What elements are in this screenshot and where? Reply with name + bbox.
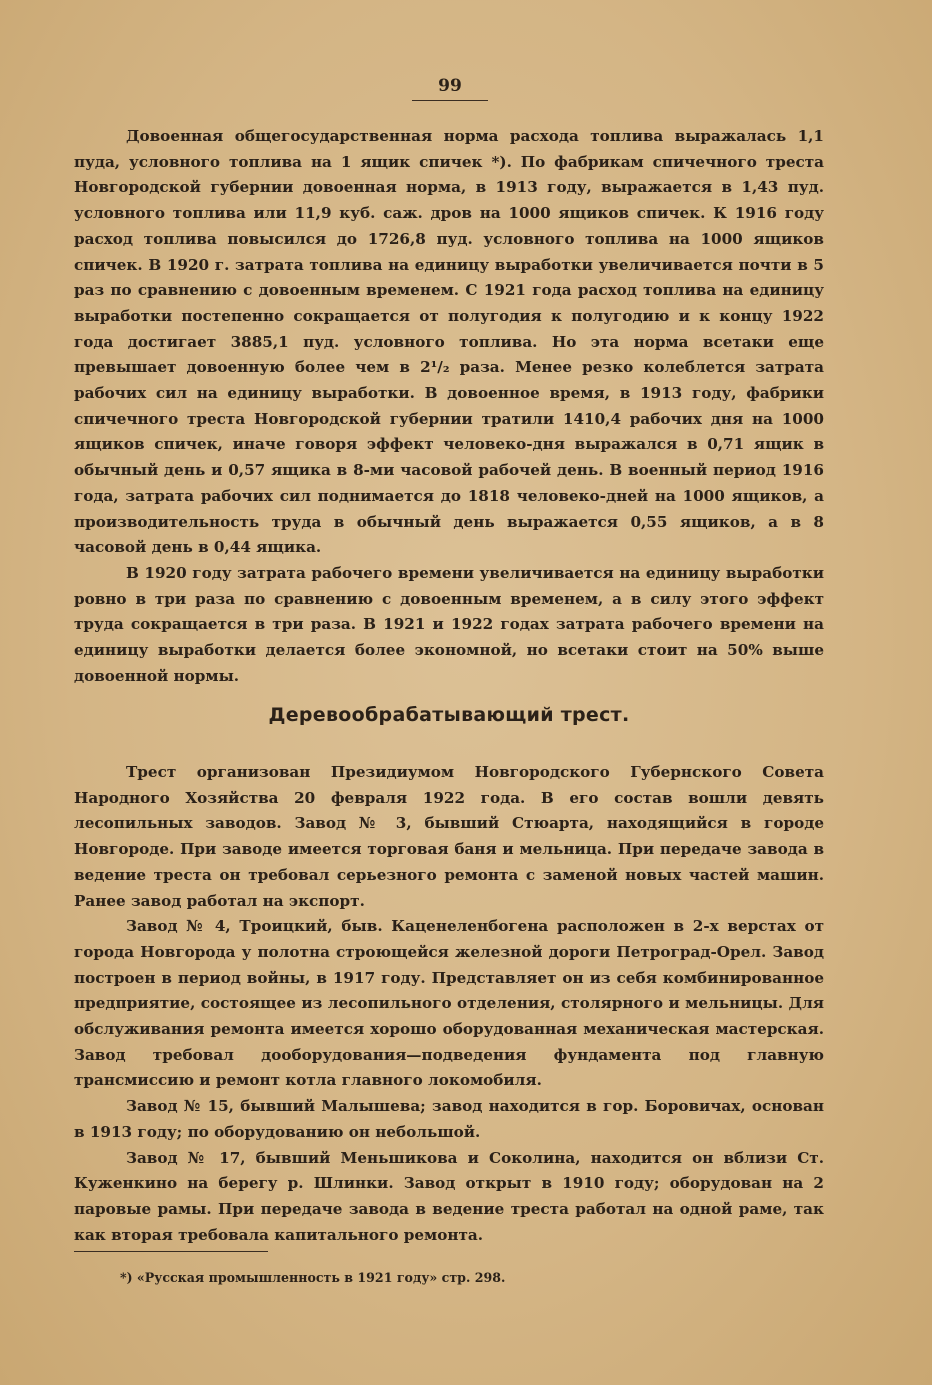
paragraph: Довоенная общегосударственная норма расхода топлива выражалась 1,1 пуда, условного топлива на 1 ящик спичек *). По фабрикам спичечного треста Новгородской губернии довоенная норма, в 1913 году, выражается в 1,43 пуд. условного топлива или 11,9 куб. саж. дров на 1000 ящиков спичек. К 1916 году расход топлива повысился до 1726,8 пуд. условного топлива на 1000 ящиков спичек. В 1920 г. затрата топлива на единицу выработки увеличивается почти в 5 раз по сравнению с довоенным временем. С 1921 года расход топлива на единицу выработки постепенно сокращается от полугодия к полугодию и к концу 1922 года достигает 3885,1 пуд. условного топлива. Но эта норма всетаки еще превышает довоенную более чем в 2¹/₂ раза. Менее резко колеблется затрата рабочих сил на единицу выработки. В довоенное время, в 1913 году, фабрики спичечного треста Новгородской губернии тратили 1410,4 рабочих дня на 1000 ящиков спичек, иначе говоря эффект человеко-дня выражался в 0,71 ящик в обычный день и 0,57 ящика в 8-ми часовой рабочей день. В военный период 1916 года, затрата рабочих сил поднимается до 1818 человеко-дней на 1000 ящиков, а производительность труда в обычный день выражается 0,55 ящиков, а в 8 часовой день в 0,44 ящика. bbox=[74, 127, 824, 557]
paragraph: Завод № 15, бывший Малышева; завод находится в гор. Боровичах, основан в 1913 году; по оборудованию он небольшой. bbox=[74, 1097, 824, 1141]
paragraph: Завод № 17, бывший Меньшикова и Соколина, находится он вблизи Ст. Куженкино на берегу р. Шлинки. Завод открыт в 1910 году; оборудован на 2 паровые рамы. При передаче завода в ведение треста работал на одной раме, так как вторая требовала капитального ремонта. bbox=[74, 1148, 824, 1244]
paragraph: Завод № 4, Троицкий, быв. Каценеленбогена расположен в 2-х верстах от города Новгорода у полотна строющейся железной дороги Петроград-Орел. Завод построен в период войны, в 1917 году. Представляет он из себя комбинированное предприятие, состоящее из лесопильного отделения, столярного и мельницы. Для обслуживания ремонта имеется хорошо оборудованная механическая мастерская. Завод требовал дооборудования—подведения фундамента под главную трансмиссию и ремонт котла главного локомобиля. bbox=[74, 917, 824, 1090]
footnote-divider bbox=[74, 1251, 268, 1252]
paragraph: Трест организован Президиумом Новгородского Губернского Совета Народного Хозяйства 20 февраля 1922 года. В его состав вошли девять лесопильных заводов. Завод № 3, бывший Стюарта, находящийся в городе Новгороде. При заводе имеется торговая баня и мельница. При передаче завода в ведение треста он требовал серьезного ремонта с заменой новых частей машин. Ранее завод работал на экспорт. bbox=[74, 763, 824, 910]
section-heading: Деревообрабатывающий трест. bbox=[268, 704, 630, 726]
footnote: *) «Русская промышленность в 1921 году» стр. 298. bbox=[120, 1270, 506, 1285]
body-text-bottom bbox=[74, 760, 824, 1248]
page-number: 99 bbox=[412, 76, 488, 101]
body-text-top bbox=[74, 124, 824, 689]
paragraph: В 1920 году затрата рабочего времени увеличивается на единицу выработки ровно в три раза по сравнению с довоенным временем, а в силу этого эффект труда сокращается в три раза. В 1921 и 1922 годах затрата рабочего времени на единицу выработки делается более экономной, но всетаки стоит на 50% выше довоенной нормы. bbox=[74, 563, 824, 685]
